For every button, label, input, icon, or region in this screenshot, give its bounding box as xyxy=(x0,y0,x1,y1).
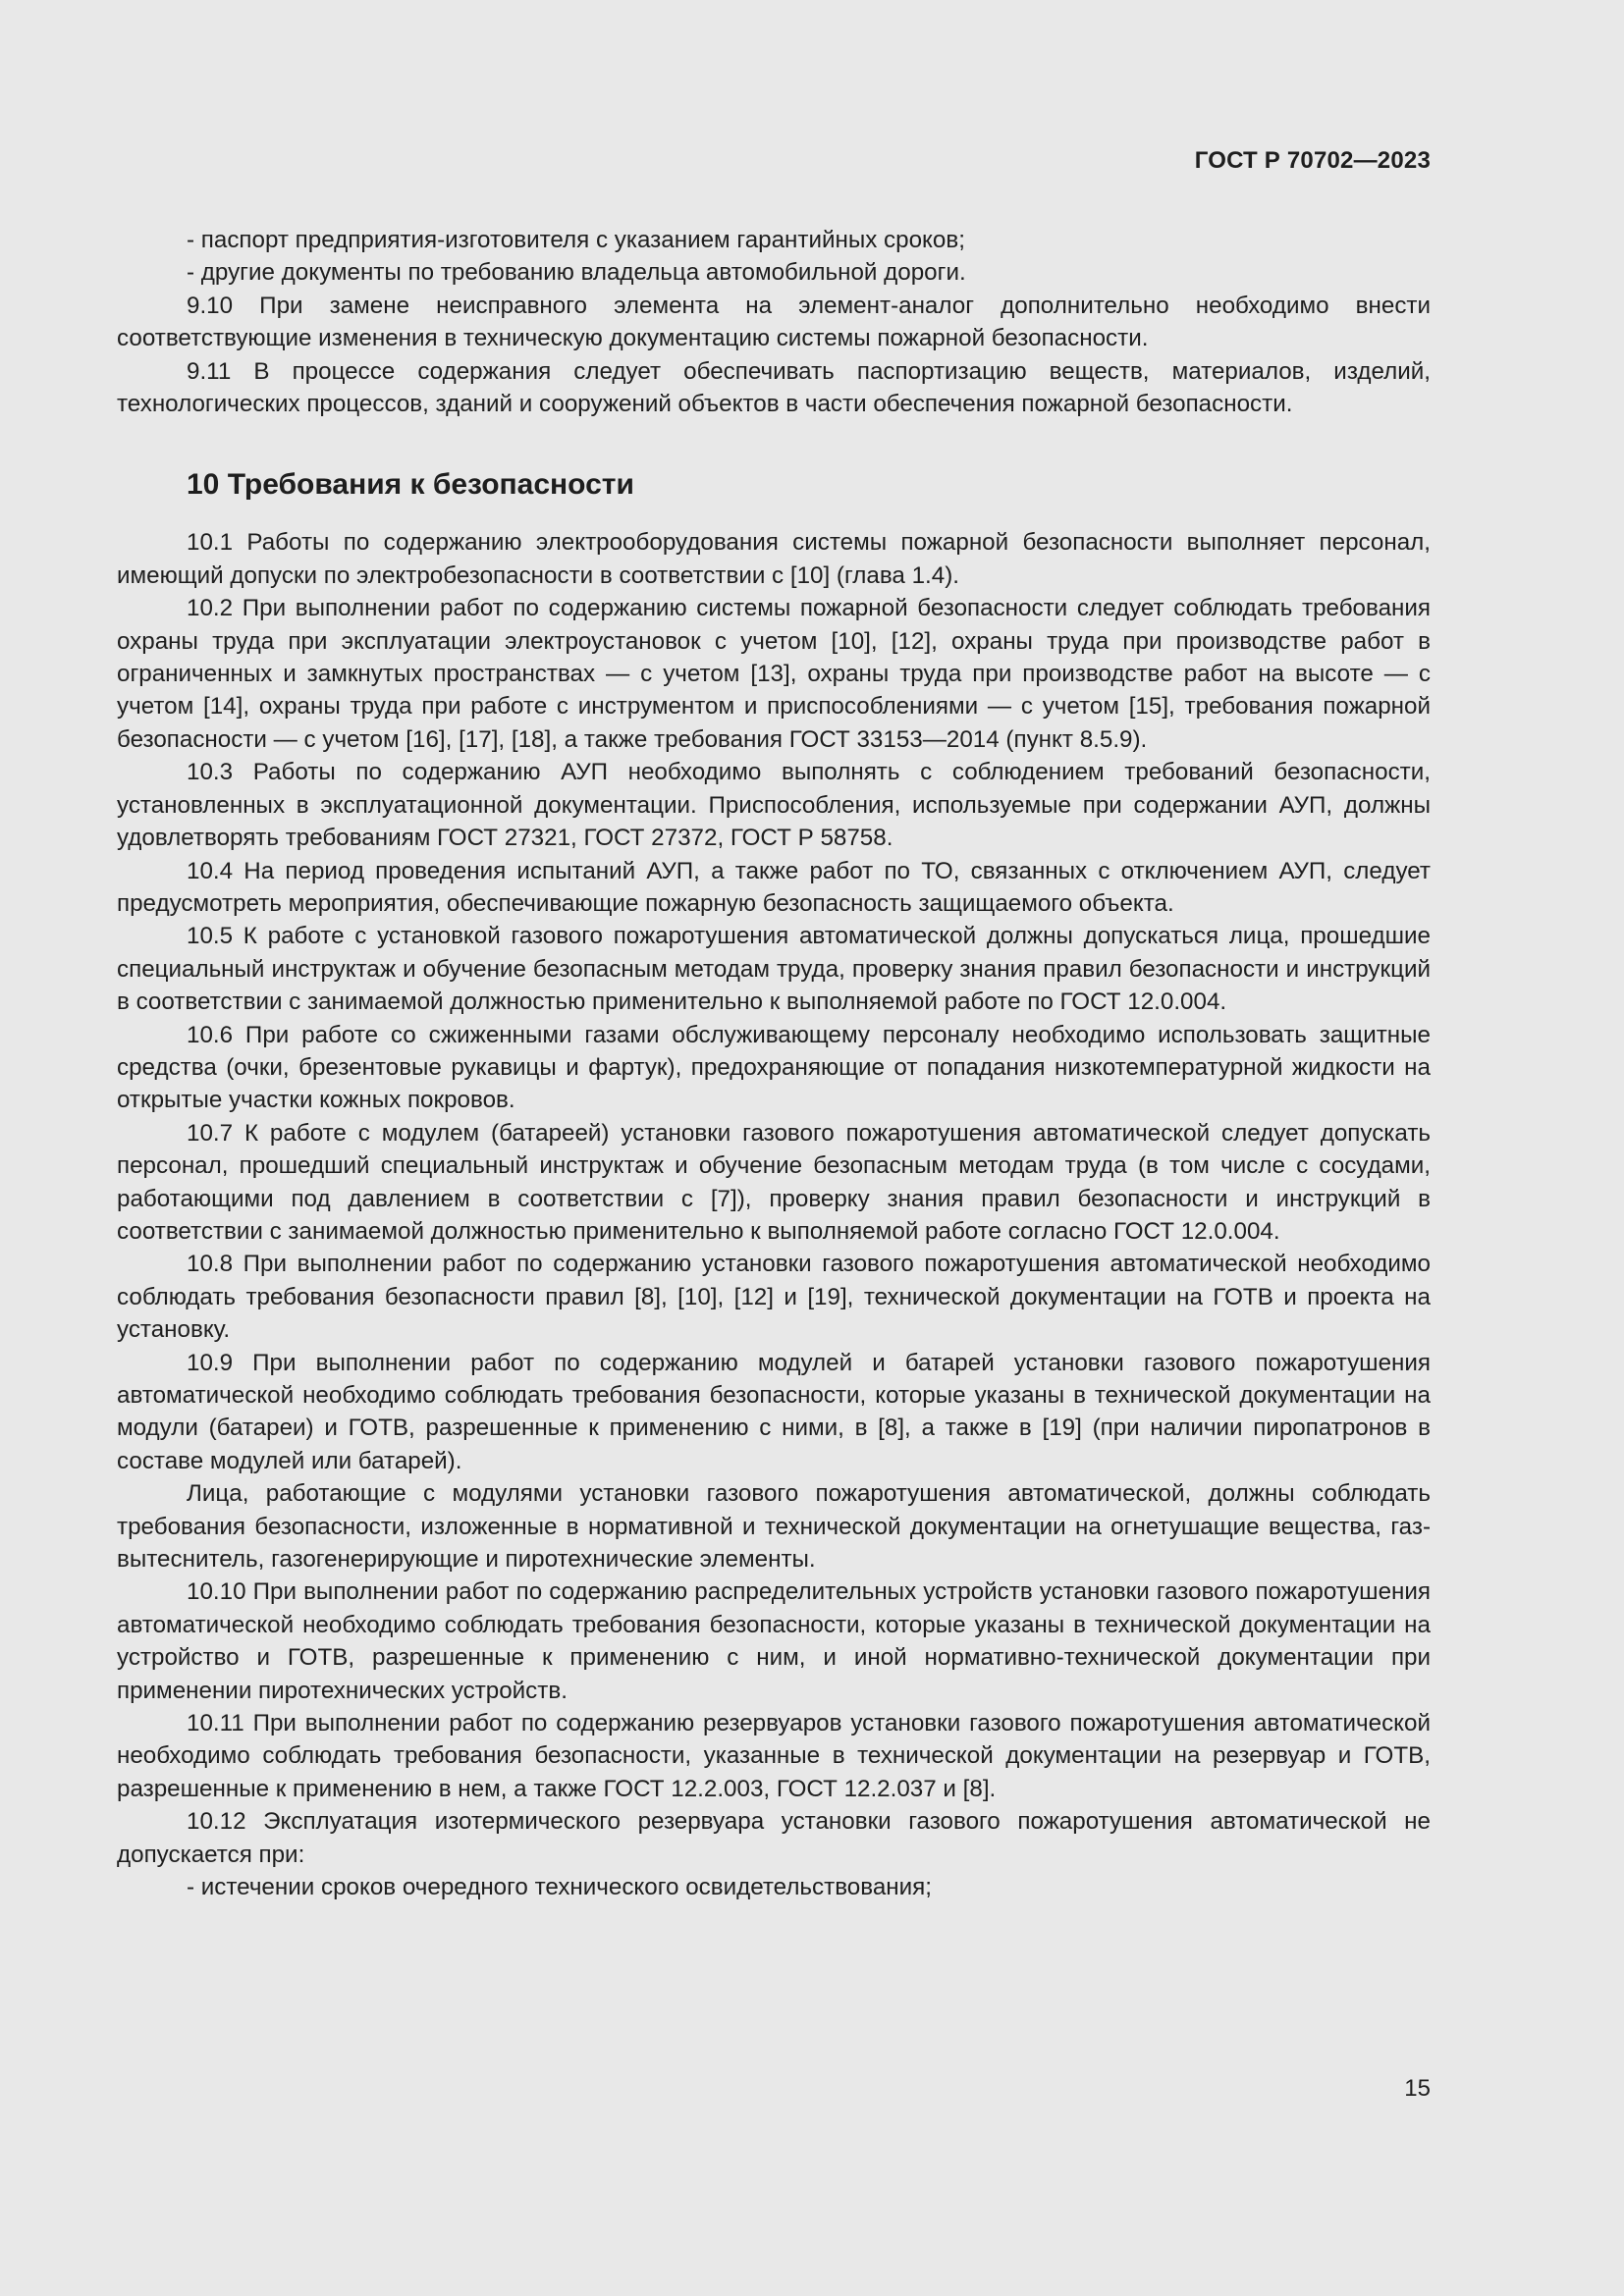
paragraph-10-5: 10.5 К работе с установкой газового пожаротушения автоматической должны допускаться лица, прошедшие специальный инструктаж и обучение безопасным методам труда, проверку знания правил безопасности и инструкций в соответствии с занимаемой должностью применительно к выполняемой работе по ГОСТ 12.0.004. xyxy=(117,923,1431,1016)
paragraph-10-6: 10.6 При работе со сжиженными газами обслуживающему персоналу необходимо использовать защитные средства (очки, брезентовые рукавицы и фартук), предохраняющие от попадания низкотемпературной жидкости на открытые участки кожных покровов. xyxy=(117,1021,1431,1114)
paragraph-10-9: 10.9 При выполнении работ по содержанию модулей и батарей установки газового пожаротушения автоматической необходимо соблюдать требования безопасности, которые указаны в технической документации на модули (батареи) и ГОТВ, разрешенные к применению с ними, в [8], а также в [19] (при наличии пиропатронов в составе модулей или батарей). xyxy=(117,1349,1431,1474)
page-body xyxy=(117,224,1431,1904)
paragraph-9-11: 9.11 В процессе содержания следует обеспечивать паспортизацию веществ, материалов, изделий, технологических процессов, зданий и сооружений объектов в части обеспечения пожарной безопасности. xyxy=(117,357,1431,418)
paragraph-10-2: 10.2 При выполнении работ по содержанию системы пожарной безопасности следует соблюдать требования охраны труда при эксплуатации электроустановок с учетом [10], [12], охраны труда при производстве работ в ограниченных и замкнутых пространствах — с учетом [13], охраны труда при производстве работ на высоте — с учетом [14], охраны труда при работе с инструментом и приспособлениями — с учетом [15], требования пожарной безопасности — с учетом [16], [17], [18], а также требования ГОСТ 33153—2014 (пункт 8.5.9). xyxy=(117,595,1431,753)
section-title: 10 Требования к безопасности xyxy=(187,468,634,502)
list-item-other-documents: - другие документы по требованию владельца автомобильной дороги. xyxy=(187,259,966,287)
page-number: 15 xyxy=(1404,2075,1431,2102)
paragraph-10-7: 10.7 К работе с модулем (батареей) установки газового пожаротушения автоматической следует допускать персонал, прошедший специальный инструктаж и обучение безопасным методам труда (в том числе с сосудами, работающими под давлением в соответствии с [7]), проверку знания правил безопасности и инструкций в соответствии с занимаемой должностью применительно к выполняемой работе согласно ГОСТ 12.0.004. xyxy=(117,1119,1431,1245)
paragraph-10-4: 10.4 На период проведения испытаний АУП, а также работ по ТО, связанных с отключением АУП, следует предусмотреть мероприятия, обеспечивающие пожарную безопасность защищаемого объекта. xyxy=(117,857,1431,917)
paragraph-10-3: 10.3 Работы по содержанию АУП необходимо выполнять с соблюдением требований безопасности, установленных в эксплуатационной документации. Приспособления, используемые при содержании АУП, должны удовлетворять требованиям ГОСТ 27321, ГОСТ 27372, ГОСТ Р 58758. xyxy=(117,759,1431,852)
list-item-inspection-expiry: - истечении сроков очередного технического освидетельствования; xyxy=(187,1874,932,1901)
document-code-header: ГОСТ Р 70702—2023 xyxy=(1194,147,1431,174)
paragraph-10-8: 10.8 При выполнении работ по содержанию установки газового пожаротушения автоматической необходимо соблюдать требования безопасности правил [8], [10], [12] и [19], технической документации на ГОТВ и проекта на установку. xyxy=(117,1251,1431,1344)
paragraph-10-11: 10.11 При выполнении работ по содержанию резервуаров установки газового пожаротушения автоматической необходимо соблюдать требования безопасности, указанные в технической документации на резервуар и ГОТВ, разрешенные к применению в нем, а также ГОСТ 12.2.003, ГОСТ 12.2.037 и [8]. xyxy=(117,1710,1431,1802)
paragraph-10-9-persons: Лица, работающие с модулями установки газового пожаротушения автоматической, должны соблюдать требования безопасности, изложенные в нормативной и технической документации на огнетушащие вещества, газ-вытеснитель, газогенерирующие и пиротехнические элементы. xyxy=(117,1480,1431,1574)
paragraph-10-1: 10.1 Работы по содержанию электрооборудования системы пожарной безопасности выполняет персонал, имеющий допуски по электробезопасности в соответствии с [10] (глава 1.4). xyxy=(117,529,1431,589)
list-item-passport: - паспорт предприятия-изготовителя с указанием гарантийных сроков; xyxy=(187,227,965,253)
paragraph-10-10: 10.10 При выполнении работ по содержанию распределительных устройств установки газового пожаротушения автоматической необходимо соблюдать требования безопасности, которые указаны в технической документации на устройство и ГОТВ, разрешенные к применению с ним, и иной нормативно-технической документации при применении пиротехнических устройств. xyxy=(117,1578,1431,1704)
paragraph-10-12: 10.12 Эксплуатация изотермического резервуара установки газового пожаротушения автоматической не допускается при: xyxy=(117,1808,1431,1868)
paragraph-9-10: 9.10 При замене неисправного элемента на элемент-аналог дополнительно необходимо внести соответствующие изменения в техническую документацию системы пожарной безопасности. xyxy=(117,292,1431,352)
